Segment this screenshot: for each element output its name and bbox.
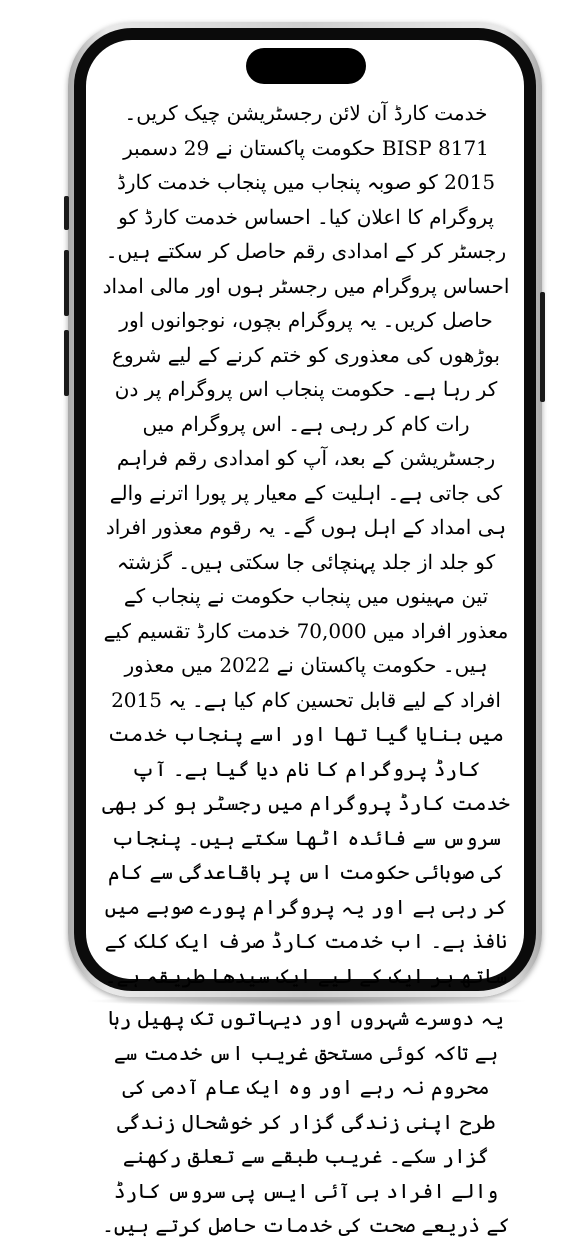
volume-down-button [64,330,69,396]
power-button [540,292,545,402]
article-text [102,96,510,1243]
silent-switch [64,196,69,230]
dynamic-island [246,48,366,84]
article-paragraph-2: یہ دوسرے شہروں اور دیہاتوں تک پھیل رہا ہے تاکہ کوئی مستحق غریب اس خدمت سے محروم نہ رہے اور وہ ایک عام آدمی کی طرح اپنی زندگی گزار کر خوشحال زندگی گزار سکے۔ غریب طبقے سے تعلق رکھنے والے افراد بی آئی ایس پی سروس کارڈ کے ذریعے صحت کی خدمات حاصل کرتے ہیں۔ [102,1006,510,1237]
article-paragraph-1: خدمت کارڈ آن لائن رجسٹریشن چیک کریں۔ BISP 8171 حکومت پاکستان نے 29 دسمبر 2015 کو صوبہ پنجاب میں پنجاب خدمت کارڈ پروگرام کا اعلان کیا۔ احساس خدمت کارڈ کو رجسٹر کر کے امدادی رقم حاصل کر سکتے ہیں۔ احساس پروگرام میں رجسٹر ہوں اور مالی امداد حاصل کریں۔ یہ پروگرام بچوں، نوجوانوں اور بوڑھوں کی معذوری کو ختم کرنے کے لیے شروع کر رہا ہے۔ حکومت پنجاب اس پروگرام پر دن رات کام کر رہی ہے۔ اس پروگرام میں رجسٹریشن کے بعد، آپ کو امدادی رقم فراہم کی جاتی ہے۔ اہلیت کے معیار پر پورا اترنے والے ہی امداد کے اہل ہوں گے۔ یہ رقوم معذور افراد کو جلد از جلد پہنچائی جا سکتی ہیں۔ گزشتہ تین مہینوں میں پنجاب حکومت نے پنجاب کے معذور افراد میں 70,000 خدمت کارڈ تقسیم کیے ہیں۔ حکومت پاکستان نے 2022 میں معذور افراد کے لیے قابل تحسین کام کیا ہے۔ یہ 2015 میں بنایا گیا تھا اور اسے پنجاب خدمت کارڈ پروگرام کا نام دیا گیا ہے۔ آپ خدمت کارڈ پروگرام میں رجسٹر ہو کر بھی سروس سے فائدہ اٹھا سکتے ہیں۔ پنجاب کی صوبائی حکومت اس پر باقاعدگی سے کام کر رہی ہے اور یہ پروگرام پورے صوبے میں نافذ ہے۔ اب خدمت کارڈ صرف ایک کلک کے ساتھ ہر ایک کے لیے ایک سیدھا طریقہ ہے۔ [102,101,510,988]
volume-up-button [64,250,69,316]
